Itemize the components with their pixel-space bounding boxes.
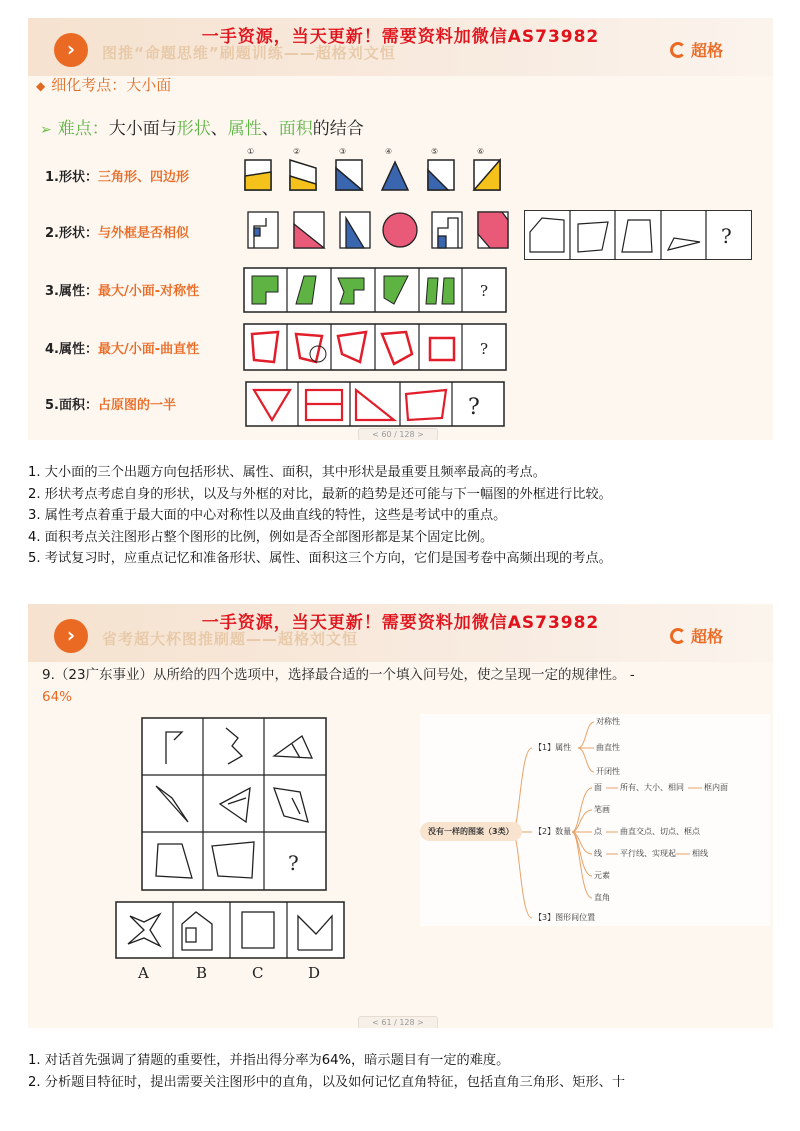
mindmap-node: 点 xyxy=(594,827,602,836)
watermark-text: 一手资源，当天更新！需要资料加微信AS73982 xyxy=(201,27,600,47)
mindmap-node: 元素 xyxy=(594,871,610,880)
check-icon: ➢ xyxy=(40,122,52,138)
circled-5: ⑤ xyxy=(431,147,439,156)
brand-logo: 超格 xyxy=(670,624,723,647)
option-c-label[interactable]: C xyxy=(252,964,264,982)
mindmap-branch-1: 【1】属性 xyxy=(534,743,572,752)
next-arrow-button[interactable]: › xyxy=(54,619,88,653)
row-label-3: 3.属性：最大/小面-对称性 xyxy=(45,284,200,299)
circled-6: ⑥ xyxy=(477,147,485,156)
watermark-text: 一手资源，当天更新！需要资料加微信AS73982 xyxy=(201,613,600,633)
mindmap-root: 没有一样的图案（3类） xyxy=(420,822,522,841)
accuracy-rate: 64% xyxy=(42,689,73,705)
next-arrow-button[interactable]: › xyxy=(54,33,88,67)
keypoint-heading: ◆ 细化考点：大小面 xyxy=(36,76,172,94)
row4-figures xyxy=(244,324,506,370)
notes-list-1 xyxy=(28,462,788,570)
circled-2: ② xyxy=(293,147,301,156)
mindmap-node: 直角 xyxy=(594,893,610,902)
question-text: 9.（23广东事业）从所给的四个选项中，选择最合适的一个填入问号处，使之呈现一定的规律性。 - 64% xyxy=(42,667,635,705)
row5-figures xyxy=(246,382,504,426)
mindmap-node: 对称性 xyxy=(596,717,620,726)
row-label-4: 4.属性：最大/小面-曲直性 xyxy=(45,342,200,357)
mindmap-node: 框内面 xyxy=(704,783,728,792)
row1-figures xyxy=(242,146,512,196)
brand-logo: 超格 xyxy=(670,38,723,61)
note-item: 2. 分析题目特征时，提出需要关注图形中的直角，以及如何记忆直角特征，包括直角三角形、矩形、十 xyxy=(28,1074,626,1090)
question-mark: ? xyxy=(480,282,489,300)
note-item: 3. 属性考点着重于最大面的中心对称性以及曲直线的特性，这些是考试中的重点。 xyxy=(28,508,507,524)
mindmap xyxy=(420,714,770,926)
mindmap-branch-2: 【2】数量 xyxy=(534,827,572,836)
slide-title: 图推“命题思维”刷题训练——超格刘文恒 xyxy=(102,44,396,62)
mindmap-node: 曲直性 xyxy=(596,743,620,752)
question-mark: ? xyxy=(721,224,732,248)
circled-3: ③ xyxy=(339,147,347,156)
note-item: 2. 形状考点考虑自身的形状，以及与外框的对比，最新的趋势是还可能与下一幅图的外框进行比较。 xyxy=(28,486,612,502)
row-label-2: 2.形状：与外框是否相似 xyxy=(45,226,189,241)
circled-4: ④ xyxy=(385,147,393,156)
row3-figures xyxy=(244,268,506,312)
mindmap-node: 线 xyxy=(594,849,602,858)
note-item: 5. 考试复习时，应重点记忆和准备形状、属性、面积这三个方向，它们是国考卷中高频出现的考点。 xyxy=(28,551,612,567)
question-mark: ? xyxy=(468,395,480,420)
mindmap-node: 曲直交点、切点、框点 xyxy=(620,827,700,836)
row-label-1: 1.形状：三角形、四边形 xyxy=(45,170,189,185)
question-mark: ? xyxy=(288,851,299,875)
slide-title: 省考超大杯图推刷题——超格刘文恒 xyxy=(102,630,359,648)
difficulty-heading: ➢ 难点：大小面与形状、属性、面积的结合 xyxy=(40,119,364,139)
option-d-label[interactable]: D xyxy=(308,964,321,982)
page-indicator[interactable]: < 60 / 128 > xyxy=(358,428,438,440)
mindmap-node: 面 xyxy=(594,783,602,792)
puzzle-grid xyxy=(142,718,326,890)
slide-60 xyxy=(28,18,773,440)
mindmap-node: 笔画 xyxy=(594,805,610,814)
answer-options xyxy=(116,902,344,962)
slide-61 xyxy=(28,604,773,1028)
diamond-icon: ◆ xyxy=(36,79,46,93)
note-item: 1. 对话首先强调了猜题的重要性，并指出得分率为64%，暗示题目有一定的难度。 xyxy=(28,1053,510,1068)
mindmap-node: 开闭性 xyxy=(596,767,620,776)
mindmap-node: 平行线、实现起 xyxy=(620,849,676,858)
note-item: 4. 面积考点关注图形占整个图形的比例，例如是否全部图形都是某个固定比例。 xyxy=(28,529,494,545)
mindmap-branch-3: 【3】图形间位置 xyxy=(534,913,596,922)
mindmap-node: 相线 xyxy=(692,849,708,858)
option-a-label[interactable]: A xyxy=(138,964,149,982)
question-mark: ? xyxy=(480,340,489,358)
circled-1: ① xyxy=(247,147,255,156)
row-label-5: 5.面积：占原图的一半 xyxy=(45,398,176,413)
option-b-label[interactable]: B xyxy=(196,964,208,982)
row2-figures xyxy=(242,204,512,254)
row2-extension-figures xyxy=(524,210,752,260)
page-indicator[interactable]: < 61 / 128 > xyxy=(358,1016,438,1028)
note-item: 1. 大小面的三个出题方向包括形状、属性、面积，其中形状是最重要且频率最高的考点。 xyxy=(28,465,546,480)
notes-list-2 xyxy=(28,1050,788,1093)
mindmap-node: 所有、大小、相同 xyxy=(620,783,684,792)
